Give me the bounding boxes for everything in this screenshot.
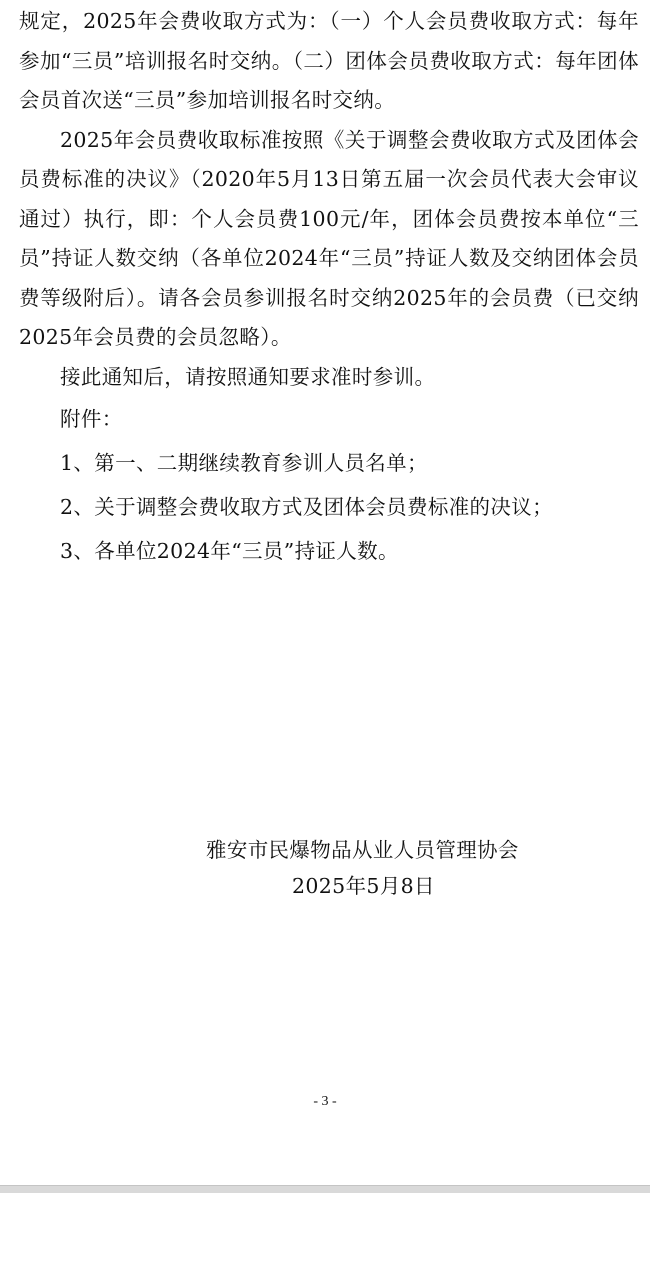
paragraph-notice-instruction: 接此通知后，请按照通知要求准时参训。: [60, 364, 436, 389]
attachments-label: 附件：: [60, 407, 123, 431]
signature-block: [200, 832, 580, 904]
attachment-item-2: 2、关于调整会费收取方式及团体会员费标准的决议；: [60, 495, 553, 519]
document-body: [19, 2, 639, 573]
signature-date: 2025年5月8日: [292, 874, 435, 898]
signature-organization: 雅安市民爆物品从业人员管理协会: [206, 838, 519, 862]
next-page: [0, 1193, 650, 1263]
attachment-item-3: 3、各单位2024年“三员”持证人数。: [60, 539, 399, 563]
paragraph-fee-method: 规定，2025年会费收取方式为：（一）个人会员费收取方式：每年参加“三员”培训报名时交纳。（二）团体会员费收取方式：每年团体会员首次送“三员”参加培训报名时交纳。: [19, 9, 639, 112]
paragraph-fee-standard: 2025年会员费收取标准按照《关于调整会费收取方式及团体会员费标准的决议》（2020年5月13日第五届一次会员代表大会审议通过）执行，即：个人会员费100元/年，团体会员费按本单位“三员”持证人数交纳（各单位2024年“三员”持证人数及交纳团体会员费等级附后）。请各会员参训报名时交纳2025年的会员费（已交纳2025年会员费的会员忽略）。: [19, 127, 639, 349]
page-number: - 3 -: [313, 1094, 337, 1109]
page-separator: [0, 1185, 650, 1193]
attachment-item-1: 1、第一、二期继续教育参训人员名单；: [60, 451, 428, 475]
